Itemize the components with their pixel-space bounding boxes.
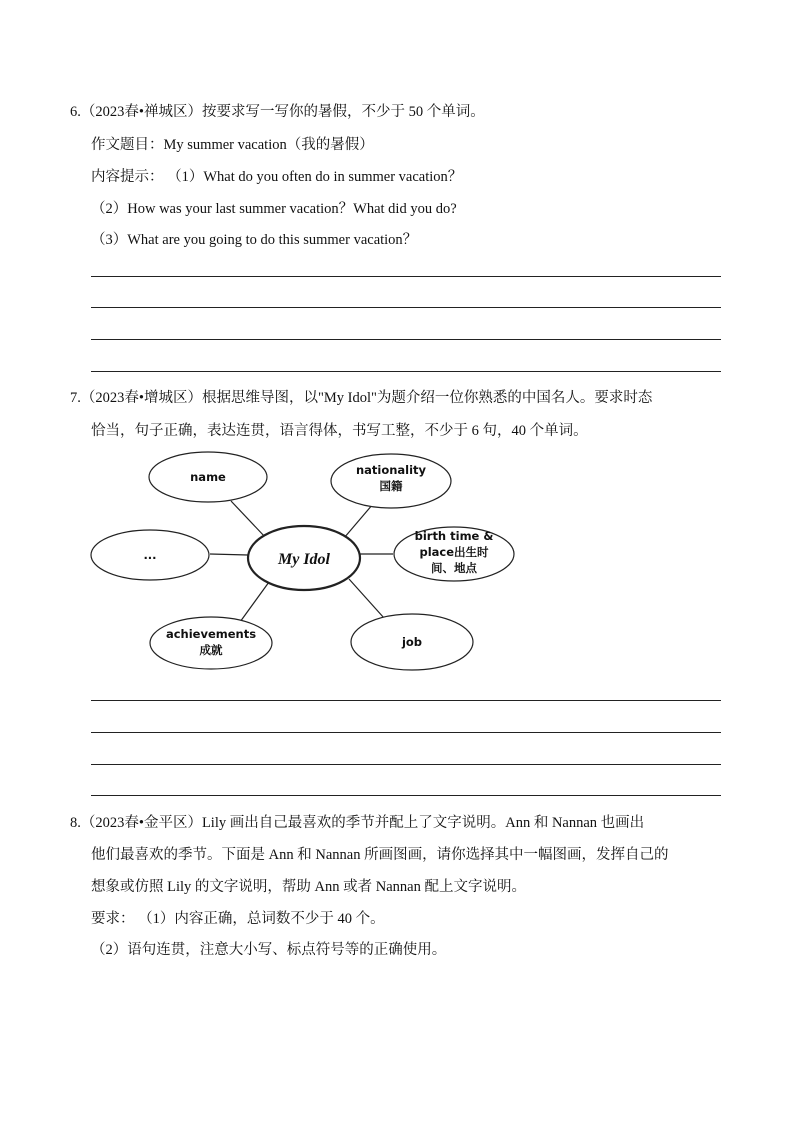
mindmap-label-etc: ... [143,548,157,562]
q7-answer-line-1[interactable] [91,700,721,701]
mindmap-connector-job [349,579,384,618]
mindmap-label-job: job [401,635,423,649]
q6-hint-3: （3）What are you going to do this summer vacation？ [91,232,418,248]
q7-answer-line-2[interactable] [91,732,721,733]
mindmap-label-birth-1: birth time & [414,529,494,543]
q8-prompt-line-1: 8.（2023春•金平区）Lily 画出自己最喜欢的季节并配上了文字说明。Ann 和 Nannan 也画出 [70,815,645,831]
mindmap-label-achievements-zh: 成就 [199,643,223,657]
mindmap-label-birth-2: place出生时 [419,545,489,559]
q7-prompt-line-1: 7.（2023春•增城区）根据思维导图，以"My Idol"为题介绍一位你熟悉的中国名人。要求时态 [70,390,653,406]
q6-answer-line-4[interactable] [91,371,721,372]
mindmap-label-nationality-en: nationality [355,463,427,477]
q8-prompt-line-3: 想象或仿照 Lily 的文字说明，帮助 Ann 或者 Nannan 配上文字说明。 [91,879,526,895]
mindmap-connector-name [231,501,266,538]
mindmap-label-birth-3: 间、地点 [431,561,477,575]
q6-answer-line-3[interactable] [91,339,721,340]
q6-answer-line-1[interactable] [91,276,721,277]
q8-requirement-2: （2）语句连贯，注意大小写、标点符号等的正确使用。 [91,942,447,958]
q7-prompt-line-2: 恰当，句子正确，表达连贯，语言得体，书写工整，不少于 6 句，40 个单词。 [91,423,588,439]
mindmap-connector-achievements [240,582,269,622]
q8-requirement-1: 要求： （1）内容正确，总词数不少于 40 个。 [91,911,385,927]
mindmap-label-name: name [190,470,226,484]
q8-prompt-line-2: 他们最喜欢的季节。下面是 Ann 和 Nannan 所画图画，请你选择其中一幅图画，发挥自己的 [91,847,669,863]
q6-prompt: 6.（2023春•禅城区）按要求写一写你的暑假，不少于 50 个单词。 [70,104,485,120]
q6-hint-1: 内容提示： （1）What do you often do in summer vacation？ [91,169,463,185]
mindmap-connector-etc [210,554,248,555]
q7-answer-line-3[interactable] [91,764,721,765]
mind-map-diagram [88,446,528,676]
q6-essay-title: 作文题目：My summer vacation（我的暑假） [91,137,374,153]
mindmap-connector-nationality [344,504,373,538]
q6-hint-2: （2）How was your last summer vacation？What did you do? [91,201,457,217]
q6-answer-line-2[interactable] [91,307,721,308]
mindmap-label-achievements-en: achievements [165,627,257,641]
mindmap-center-label: My Idol [278,551,330,568]
q7-answer-line-4[interactable] [91,795,721,796]
mindmap-label-nationality-zh: 国籍 [379,479,403,493]
